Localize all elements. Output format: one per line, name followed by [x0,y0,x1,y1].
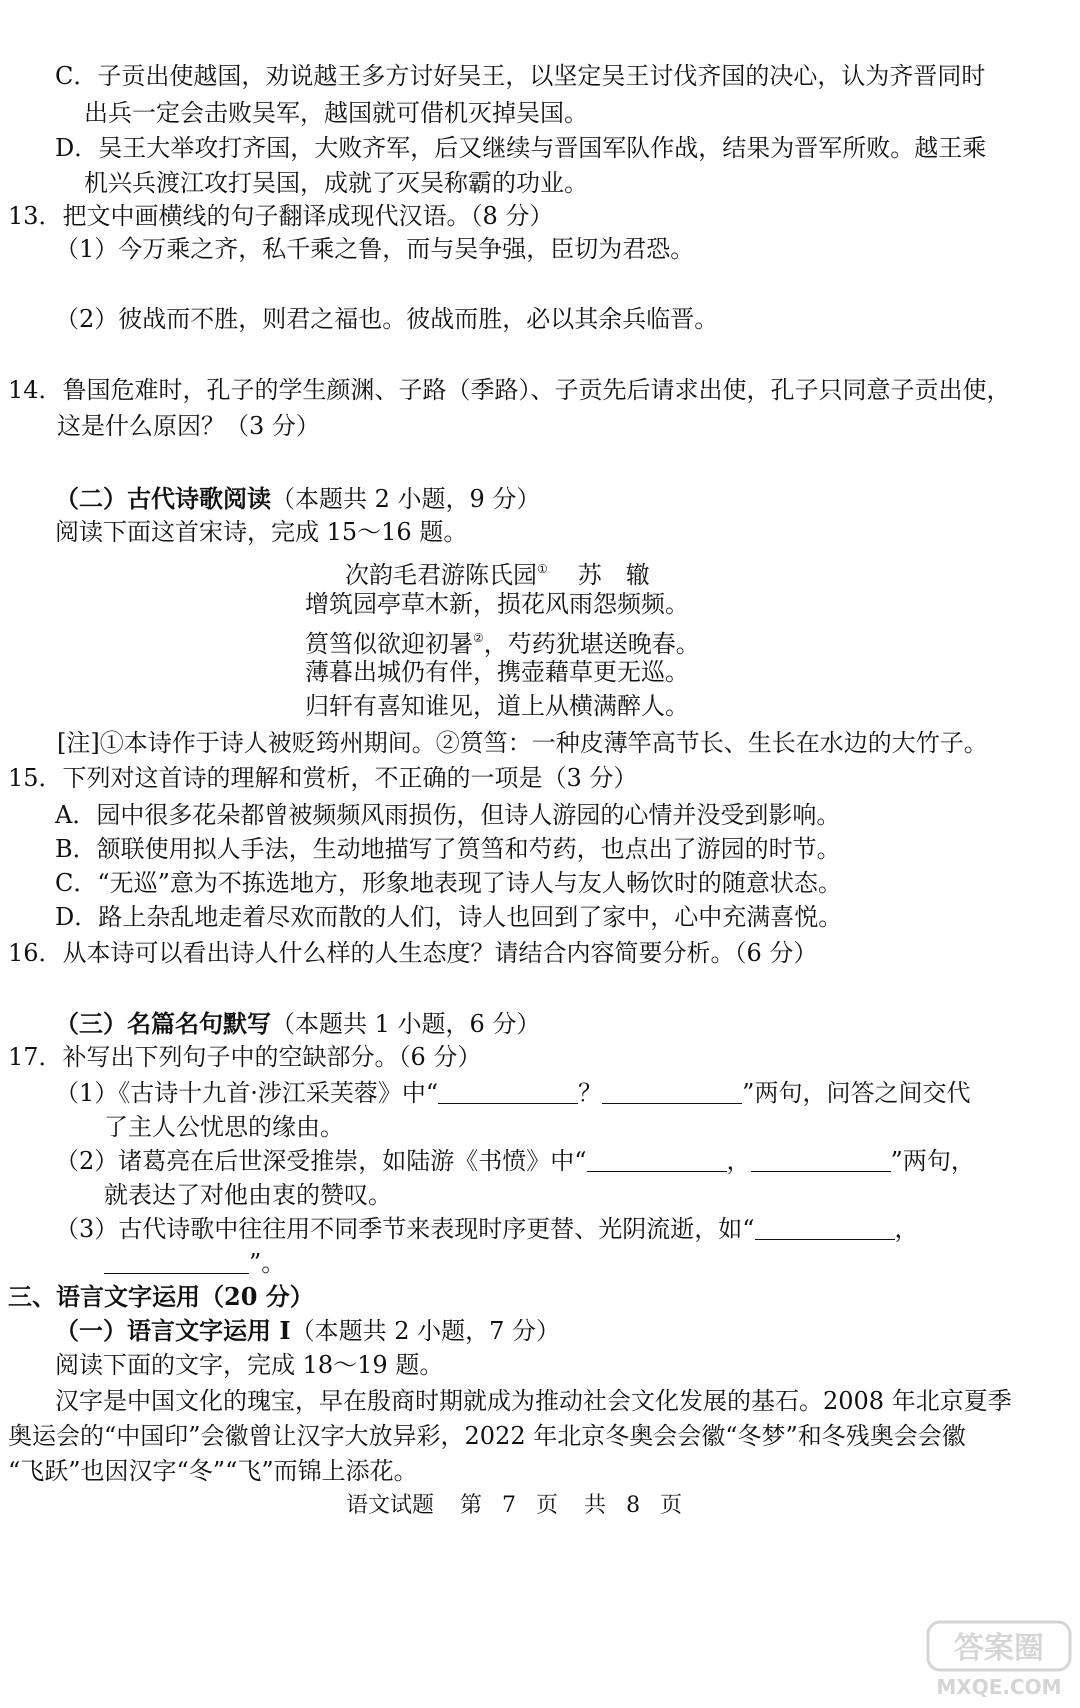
q17-part-1-question-mark: ？ [578,1079,603,1107]
footer-di: 第 [460,1493,483,1518]
recitation-heading-info: （本题共 1 小题，6 分） [271,1010,541,1038]
q13-sentence-2: （2）彼战而不胜，则君之福也。彼战而胜，必以其余兵临晋。 [55,305,719,333]
passage-line-1: 汉字是中国文化的瑰宝，早在殷商时期就成为推动社会文化发展的基石。2008 年北京夏季 [55,1387,1012,1415]
q17-part-2-line2: 就表达了对他由衷的赞叹。 [104,1181,392,1209]
q17-part-2-prefix: （2）诸葛亮在后世深受推崇，如陆游《书愤》中“ [55,1147,587,1175]
q14-line1: 14．鲁国危难时，孔子的学生颜渊、子路（季路）、子贡先后请求出使，孔子只同意子贡出使， [8,376,1011,404]
recitation-section-heading [55,1008,540,1040]
poem-notes: [注]①本诗作于诗人被贬筠州期间。②筼筜：一种皮薄竿高节长、生长在水边的大竹子。 [57,729,988,757]
q16-stem: 16．从本诗可以看出诗人什么样的人生态度？请结合内容简要分析。（6 分） [8,939,818,967]
poem-author: 苏 辙 [577,561,650,589]
poetry-heading-info: （本题共 2 小题，9 分） [271,485,541,513]
footer-total-pages: 8 [626,1493,641,1518]
q17-part-2 [55,1145,975,1177]
q14-line2: 这是什么原因？（3 分） [57,412,320,440]
q17-stem: 17．补写出下列句子中的空缺部分。（6 分） [8,1043,482,1071]
answer-blank[interactable] [755,1217,895,1240]
poem-line-4: 归轩有喜知谁见，道上从横满醉人。 [305,692,689,720]
q17-part-3-comma: ， [894,1215,919,1243]
poem-line-2 [305,622,700,660]
poetry-section-heading [55,483,540,515]
q12-option-c-line1: C．子贡出使越国，劝说越王多方讨好吴王，以坚定吴王讨伐齐国的决心，认为齐晋同时 [55,62,986,90]
watermark-icon [924,1618,1074,1700]
poem-title-line [345,553,650,591]
part3-heading: 三、语言文字运用（20 分） [8,1282,314,1311]
part3-sub-title: （一）语言文字运用 I [55,1316,291,1345]
watermark-text: 答案圈 [954,1631,1044,1666]
part3-instruction: 阅读下面的文字，完成 18～19 题。 [55,1351,444,1379]
poem-line-1: 增筑园亭草木新，损花风雨怨频频。 [305,590,689,618]
q17-part-1-prefix: （1）《古诗十九首·涉江采芙蓉》中“ [55,1079,439,1107]
poetry-instruction: 阅读下面这首宋诗，完成 15～16 题。 [55,518,468,546]
page-footer [346,1490,682,1522]
q17-part-1-suffix: ”两句，问答之间交代 [742,1079,971,1107]
q15-stem: 15．下列对这首诗的理解和赏析，不正确的一项是（3 分） [8,764,638,792]
passage-line-2: 奥运会的“中国印”会徽曾让汉字大放异彩，2022 年北京冬奥会会徽“冬梦”和冬残奥会会徽 [8,1422,966,1450]
q17-part-3 [55,1213,919,1245]
poem-line-2-footnote-mark: ② [473,631,484,645]
q17-part-3-end: ”。 [249,1249,286,1277]
footer-ye: 页 [536,1493,559,1518]
q17-part-1-line2: 了主人公忧思的缘由。 [104,1113,344,1141]
part3-subsection-heading [55,1315,560,1347]
q12-option-d-line1: D．吴王大举攻打齐国，大败齐军，后又继续与晋国军队作战，结果为晋军所败。越王乘 [55,134,987,162]
q15-option-d: D．路上杂乱地走着尽欢而散的人们，诗人也回到了家中，心中充满喜悦。 [55,903,843,931]
q12-option-c-line2: 出兵一定会击败吴军，越国就可借机灭掉吴国。 [84,99,588,127]
q15-option-a: A．园中很多花朵都曾被频频风雨损伤，但诗人游园的心情并没受到影响。 [55,801,841,829]
q17-part-3-prefix: （3）古代诗歌中往往用不同季节来表现时序更替、光阴流逝，如“ [55,1215,755,1243]
poetry-heading-title: （二）古代诗歌阅读 [55,484,271,513]
poem-title: 次韵毛君游陈氏园 [345,561,537,589]
poem-line-2-part-a: 筼筜似欲迎初暑 [305,630,473,658]
q17-part-2-comma: ， [726,1147,751,1175]
footer-page-number: 7 [502,1493,517,1518]
footer-subject: 语文试题 [346,1493,435,1518]
footer-ye-2: 页 [660,1493,683,1518]
passage-line-3: “飞跃”也因汉字“冬”“飞”而锦上添花。 [8,1457,418,1485]
q17-part-2-suffix: ”两句， [890,1147,975,1175]
footer-gong: 共 [584,1493,607,1518]
answer-blank[interactable] [751,1149,891,1172]
answer-blank[interactable] [438,1081,578,1104]
recitation-heading-title: （三）名篇名句默写 [55,1009,271,1038]
answer-blank[interactable] [104,1251,249,1274]
q15-option-c: C．“无巡”意为不拣选地方，形象地表现了诗人与友人畅饮时的随意状态。 [55,869,842,897]
q12-option-d-line2: 机兴兵渡江攻打吴国，成就了灭吴称霸的功业。 [84,169,588,197]
q17-part-3-line2 [104,1247,285,1279]
poem-line-2-part-b: ，芍药犹堪送晚春。 [483,630,700,658]
q13-stem: 13．把文中画横线的句子翻译成现代汉语。（8 分） [8,202,554,230]
answer-blank[interactable] [602,1081,742,1104]
answer-blank[interactable] [587,1149,727,1172]
watermark-logo [924,1618,1074,1700]
watermark-url: MXQE.COM [936,1675,1062,1699]
q13-sentence-1: （1）今万乘之齐，私千乘之鲁，而与吴争强，臣切为君恐。 [55,235,695,263]
poem-line-3: 薄暮出城仍有伴，携壶藉草更无巡。 [305,658,689,686]
q17-part-1 [55,1077,970,1109]
q15-option-b: B．颔联使用拟人手法，生动地描写了筼筜和芍药，也点出了游园的时节。 [55,835,841,863]
part3-sub-info: （本题共 2 小题，7 分） [290,1317,561,1345]
poem-title-footnote-mark: ① [537,562,548,576]
